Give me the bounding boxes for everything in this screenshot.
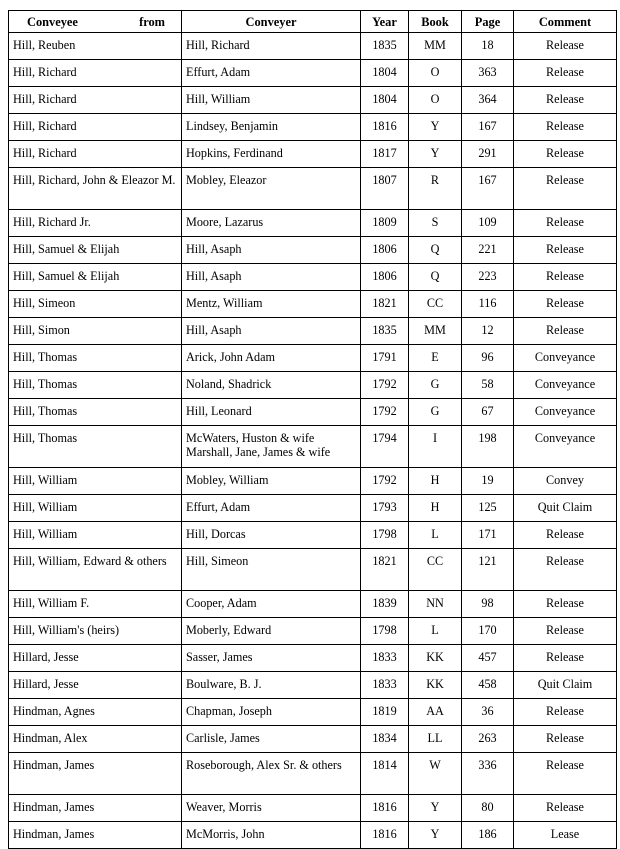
cell-year: 1816 — [361, 822, 409, 849]
cell-book: Y — [409, 114, 462, 141]
cell-comment: Release — [514, 87, 617, 114]
table-row — [9, 60, 617, 87]
table-row — [9, 141, 617, 168]
cell-conveyer: Arick, John Adam — [182, 345, 361, 372]
cell-conveyee: Hill, William — [9, 522, 182, 549]
cell-book: O — [409, 87, 462, 114]
cell-year: 1798 — [361, 522, 409, 549]
cell-page: 221 — [462, 237, 514, 264]
cell-year: 1794 — [361, 426, 409, 468]
cell-page: 121 — [462, 549, 514, 591]
cell-page: 364 — [462, 87, 514, 114]
table-row — [9, 291, 617, 318]
cell-conveyee: Hill, Thomas — [9, 399, 182, 426]
cell-comment: Release — [514, 114, 617, 141]
cell-conveyee: Hindman, James — [9, 822, 182, 849]
cell-comment: Release — [514, 753, 617, 795]
cell-page: 125 — [462, 495, 514, 522]
cell-book: AA — [409, 699, 462, 726]
cell-comment: Release — [514, 60, 617, 87]
cell-year: 1821 — [361, 291, 409, 318]
cell-conveyer: Hill, Simeon — [182, 549, 361, 591]
cell-conveyer: Mentz, William — [182, 291, 361, 318]
cell-conveyer: Roseborough, Alex Sr. & others — [182, 753, 361, 795]
cell-conveyer: Weaver, Morris — [182, 795, 361, 822]
cell-year: 1819 — [361, 699, 409, 726]
table-row — [9, 114, 617, 141]
cell-conveyer: Carlisle, James — [182, 726, 361, 753]
cell-book: W — [409, 753, 462, 795]
cell-conveyer: Hill, Dorcas — [182, 522, 361, 549]
cell-page: 336 — [462, 753, 514, 795]
cell-year: 1814 — [361, 753, 409, 795]
table-row — [9, 372, 617, 399]
cell-book: LL — [409, 726, 462, 753]
cell-comment: Release — [514, 318, 617, 345]
table-row — [9, 753, 617, 795]
cell-page: 80 — [462, 795, 514, 822]
cell-book: O — [409, 60, 462, 87]
cell-year: 1806 — [361, 237, 409, 264]
cell-page: 58 — [462, 372, 514, 399]
cell-book: S — [409, 210, 462, 237]
cell-conveyer: Hill, Leonard — [182, 399, 361, 426]
cell-comment: Conveyance — [514, 345, 617, 372]
cell-conveyer: Hill, Asaph — [182, 318, 361, 345]
cell-book: Y — [409, 795, 462, 822]
cell-book: Y — [409, 822, 462, 849]
cell-book: CC — [409, 549, 462, 591]
cell-conveyee: Hill, Richard — [9, 87, 182, 114]
cell-comment: Release — [514, 549, 617, 591]
cell-book: R — [409, 168, 462, 210]
cell-conveyer: Effurt, Adam — [182, 60, 361, 87]
cell-year: 1835 — [361, 33, 409, 60]
cell-conveyee: Hillard, Jesse — [9, 672, 182, 699]
cell-page: 18 — [462, 33, 514, 60]
cell-book: H — [409, 468, 462, 495]
cell-conveyee: Hindman, Alex — [9, 726, 182, 753]
cell-conveyer: Lindsey, Benjamin — [182, 114, 361, 141]
table-row — [9, 264, 617, 291]
cell-comment: Release — [514, 33, 617, 60]
table-row — [9, 399, 617, 426]
header-page: Page — [462, 11, 514, 33]
cell-comment: Release — [514, 795, 617, 822]
cell-year: 1833 — [361, 645, 409, 672]
cell-book: NN — [409, 591, 462, 618]
table-row — [9, 822, 617, 849]
cell-comment: Release — [514, 591, 617, 618]
table-row — [9, 210, 617, 237]
cell-year: 1792 — [361, 468, 409, 495]
cell-book: MM — [409, 318, 462, 345]
cell-book: Y — [409, 141, 462, 168]
table-row — [9, 795, 617, 822]
cell-conveyer: McWaters, Huston & wife Marshall, Jane, James & wife — [182, 426, 361, 468]
cell-page: 198 — [462, 426, 514, 468]
cell-conveyee: Hindman, James — [9, 753, 182, 795]
table-row — [9, 345, 617, 372]
cell-page: 458 — [462, 672, 514, 699]
header-row — [9, 11, 617, 33]
cell-book: CC — [409, 291, 462, 318]
table-row — [9, 618, 617, 645]
cell-book: L — [409, 522, 462, 549]
cell-conveyer: Sasser, James — [182, 645, 361, 672]
cell-page: 19 — [462, 468, 514, 495]
cell-book: L — [409, 618, 462, 645]
cell-conveyee: Hindman, James — [9, 795, 182, 822]
header-conveyee — [9, 11, 182, 33]
cell-conveyer: Mobley, William — [182, 468, 361, 495]
cell-page: 167 — [462, 168, 514, 210]
table-row — [9, 168, 617, 210]
cell-year: 1807 — [361, 168, 409, 210]
cell-conveyer: Hill, Asaph — [182, 237, 361, 264]
cell-page: 98 — [462, 591, 514, 618]
cell-conveyee: Hill, Thomas — [9, 426, 182, 468]
cell-conveyee: Hill, Simeon — [9, 291, 182, 318]
header-conveyer: Conveyer — [182, 11, 361, 33]
cell-year: 1821 — [361, 549, 409, 591]
cell-page: 186 — [462, 822, 514, 849]
cell-year: 1792 — [361, 399, 409, 426]
cell-page: 36 — [462, 699, 514, 726]
cell-page: 170 — [462, 618, 514, 645]
cell-conveyee: Hill, Richard Jr. — [9, 210, 182, 237]
cell-page: 363 — [462, 60, 514, 87]
table-row — [9, 645, 617, 672]
cell-year: 1791 — [361, 345, 409, 372]
cell-year: 1798 — [361, 618, 409, 645]
cell-page: 223 — [462, 264, 514, 291]
cell-conveyee: Hill, William — [9, 495, 182, 522]
cell-conveyee: Hill, William F. — [9, 591, 182, 618]
cell-page: 67 — [462, 399, 514, 426]
deed-index-table — [8, 10, 617, 849]
table-row — [9, 33, 617, 60]
cell-page: 109 — [462, 210, 514, 237]
cell-comment: Release — [514, 141, 617, 168]
cell-comment: Convey — [514, 468, 617, 495]
cell-comment: Conveyance — [514, 399, 617, 426]
header-conveyee-label: Conveyee — [27, 14, 78, 29]
cell-comment: Release — [514, 168, 617, 210]
cell-conveyer: Noland, Shadrick — [182, 372, 361, 399]
cell-page: 116 — [462, 291, 514, 318]
table-row — [9, 237, 617, 264]
cell-book: G — [409, 372, 462, 399]
table-row — [9, 549, 617, 591]
cell-conveyer: Hopkins, Ferdinand — [182, 141, 361, 168]
cell-book: Q — [409, 264, 462, 291]
cell-book: I — [409, 426, 462, 468]
cell-comment: Conveyance — [514, 426, 617, 468]
cell-comment: Quit Claim — [514, 672, 617, 699]
table-row — [9, 591, 617, 618]
cell-page: 167 — [462, 114, 514, 141]
cell-year: 1806 — [361, 264, 409, 291]
cell-conveyer: Boulware, B. J. — [182, 672, 361, 699]
cell-conveyer: Hill, William — [182, 87, 361, 114]
cell-conveyer: Cooper, Adam — [182, 591, 361, 618]
cell-comment: Release — [514, 210, 617, 237]
header-comment: Comment — [514, 11, 617, 33]
cell-conveyee: Hill, Richard, John & Eleazor M. — [9, 168, 182, 210]
cell-page: 291 — [462, 141, 514, 168]
cell-comment: Release — [514, 645, 617, 672]
cell-comment: Lease — [514, 822, 617, 849]
cell-year: 1834 — [361, 726, 409, 753]
cell-conveyer: Moberly, Edward — [182, 618, 361, 645]
cell-page: 171 — [462, 522, 514, 549]
table-row — [9, 318, 617, 345]
cell-book: H — [409, 495, 462, 522]
cell-page: 263 — [462, 726, 514, 753]
cell-comment: Release — [514, 618, 617, 645]
cell-comment: Quit Claim — [514, 495, 617, 522]
table-row — [9, 726, 617, 753]
table-row — [9, 426, 617, 468]
cell-conveyee: Hill, Samuel & Elijah — [9, 237, 182, 264]
table-row — [9, 468, 617, 495]
cell-year: 1792 — [361, 372, 409, 399]
cell-year: 1804 — [361, 87, 409, 114]
cell-conveyer: Mobley, Eleazor — [182, 168, 361, 210]
cell-conveyee: Hill, Richard — [9, 141, 182, 168]
cell-year: 1816 — [361, 114, 409, 141]
cell-conveyer: Hill, Richard — [182, 33, 361, 60]
cell-comment: Release — [514, 237, 617, 264]
cell-conveyee: Hill, William — [9, 468, 182, 495]
cell-year: 1809 — [361, 210, 409, 237]
cell-book: KK — [409, 645, 462, 672]
cell-comment: Release — [514, 291, 617, 318]
cell-comment: Release — [514, 264, 617, 291]
cell-comment: Conveyance — [514, 372, 617, 399]
cell-conveyer: McMorris, John — [182, 822, 361, 849]
cell-page: 12 — [462, 318, 514, 345]
cell-conveyee: Hill, Richard — [9, 60, 182, 87]
cell-year: 1833 — [361, 672, 409, 699]
cell-book: E — [409, 345, 462, 372]
cell-comment: Release — [514, 522, 617, 549]
table-row — [9, 522, 617, 549]
table-row — [9, 672, 617, 699]
cell-conveyer: Effurt, Adam — [182, 495, 361, 522]
header-book: Book — [409, 11, 462, 33]
cell-book: KK — [409, 672, 462, 699]
cell-comment: Release — [514, 726, 617, 753]
cell-book: Q — [409, 237, 462, 264]
table-row — [9, 87, 617, 114]
cell-conveyee: Hill, Richard — [9, 114, 182, 141]
cell-book: MM — [409, 33, 462, 60]
cell-conveyer: Moore, Lazarus — [182, 210, 361, 237]
cell-conveyee: Hindman, Agnes — [9, 699, 182, 726]
cell-conveyee: Hill, William's (heirs) — [9, 618, 182, 645]
cell-page: 457 — [462, 645, 514, 672]
cell-conveyee: Hill, Thomas — [9, 372, 182, 399]
cell-conveyer: Chapman, Joseph — [182, 699, 361, 726]
cell-conveyer: Hill, Asaph — [182, 264, 361, 291]
cell-year: 1835 — [361, 318, 409, 345]
cell-conveyee: Hill, William, Edward & others — [9, 549, 182, 591]
header-from-label: from — [139, 14, 165, 29]
header-year: Year — [361, 11, 409, 33]
cell-year: 1804 — [361, 60, 409, 87]
cell-comment: Release — [514, 699, 617, 726]
cell-conveyee: Hillard, Jesse — [9, 645, 182, 672]
cell-conveyee: Hill, Reuben — [9, 33, 182, 60]
cell-conveyee: Hill, Simon — [9, 318, 182, 345]
cell-conveyee: Hill, Samuel & Elijah — [9, 264, 182, 291]
cell-year: 1817 — [361, 141, 409, 168]
table-row — [9, 495, 617, 522]
table-row — [9, 699, 617, 726]
cell-year: 1839 — [361, 591, 409, 618]
cell-year: 1793 — [361, 495, 409, 522]
cell-page: 96 — [462, 345, 514, 372]
cell-book: G — [409, 399, 462, 426]
cell-conveyee: Hill, Thomas — [9, 345, 182, 372]
cell-year: 1816 — [361, 795, 409, 822]
table-body — [9, 33, 617, 849]
